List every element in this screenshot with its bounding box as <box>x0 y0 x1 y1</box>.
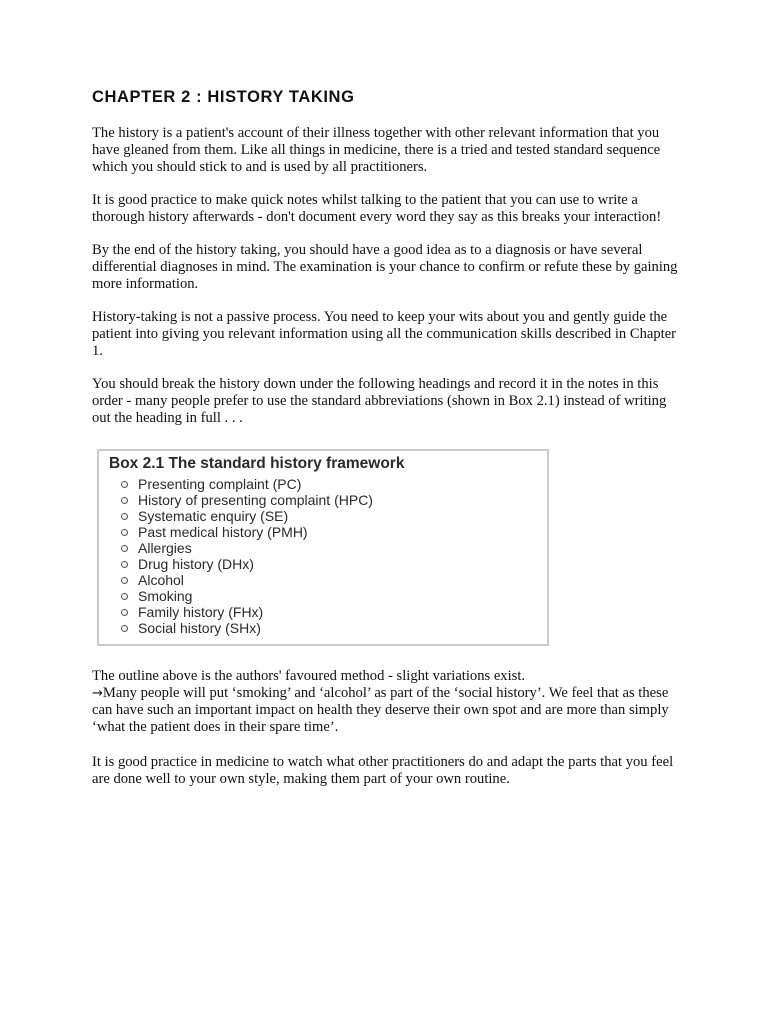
circle-bullet-icon <box>121 481 128 488</box>
list-item <box>121 604 535 620</box>
list-item <box>121 572 535 588</box>
list-item-label: History of presenting complaint (HPC) <box>138 492 373 508</box>
list-item-label: Presenting complaint (PC) <box>138 476 302 492</box>
list-item <box>121 540 535 556</box>
paragraph-process: History-taking is not a passive process. You need to keep your wits about you and gently guide the patient into giving you relevant information using all the communication skills described in Chapter 1. <box>92 309 677 359</box>
list-item <box>121 492 535 508</box>
circle-bullet-icon <box>121 609 128 616</box>
paragraph-outline-note: The outline above is the authors' favoured method - slight variations exist. <box>92 668 526 684</box>
list-item <box>121 476 535 492</box>
page-content <box>92 88 682 788</box>
chapter-title: CHAPTER 2 : HISTORY TAKING <box>92 88 355 106</box>
list-item <box>121 524 535 540</box>
circle-bullet-icon <box>121 513 128 520</box>
circle-bullet-icon <box>121 625 128 632</box>
circle-bullet-icon <box>121 529 128 536</box>
list-item-label: Allergies <box>138 540 192 556</box>
paragraph-intro: The history is a patient's account of their illness together with other relevant information that you have gleaned from them. Like all things in medicine, there is a tried and tested standard sequence which you should stick to and is used by all practitioners. <box>92 125 661 175</box>
paragraph-notes: It is good practice to make quick notes whilst talking to the patient that you can use to write a thorough history afterwards - don't document every word they say as this breaks your interaction! <box>92 192 662 225</box>
circle-bullet-icon <box>121 497 128 504</box>
list-item-label: Past medical history (PMH) <box>138 524 308 540</box>
circle-bullet-icon <box>121 545 128 552</box>
list-item <box>121 556 535 572</box>
after-box-section <box>92 668 682 788</box>
list-item-label: Systematic enquiry (SE) <box>138 508 289 524</box>
right-arrow-icon: → <box>92 686 103 701</box>
list-item-label: Smoking <box>138 588 193 604</box>
circle-bullet-icon <box>121 593 128 600</box>
list-item <box>121 508 535 524</box>
circle-bullet-icon <box>121 561 128 568</box>
list-item-label: Alcohol <box>138 572 184 588</box>
paragraph-closing: It is good practice in medicine to watch what other practitioners do and adapt the parts that you feel are done well to your own style, making them part of your own routine. <box>92 754 674 787</box>
list-item <box>121 620 535 636</box>
list-item-label: Drug history (DHx) <box>138 556 254 572</box>
paragraph-arrow-note <box>92 685 682 736</box>
box-title: Box 2.1 The standard history framework <box>109 455 405 472</box>
box-list <box>109 476 535 636</box>
arrow-note-text: Many people will put ‘smoking’ and ‘alcohol’ as part of the ‘social history’. We feel that as these can have such an important impact on health they deserve their own spot and are more than simply ‘what the patient does in their spare time’. <box>92 685 669 735</box>
paragraph-headings: You should break the history down under the following headings and record it in the notes in this order - many people prefer to use the standard abbreviations (shown in Box 2.1) instead of writing out the heading in full . . . <box>92 376 667 426</box>
list-item <box>121 588 535 604</box>
history-framework-box <box>97 449 549 646</box>
list-item-label: Social history (SHx) <box>138 620 261 636</box>
paragraph-diagnosis: By the end of the history taking, you should have a good idea as to a diagnosis or have several differential diagnoses in mind. The examination is your chance to confirm or refute these by gaining more information. <box>92 242 678 292</box>
circle-bullet-icon <box>121 577 128 584</box>
list-item-label: Family history (FHx) <box>138 604 264 620</box>
